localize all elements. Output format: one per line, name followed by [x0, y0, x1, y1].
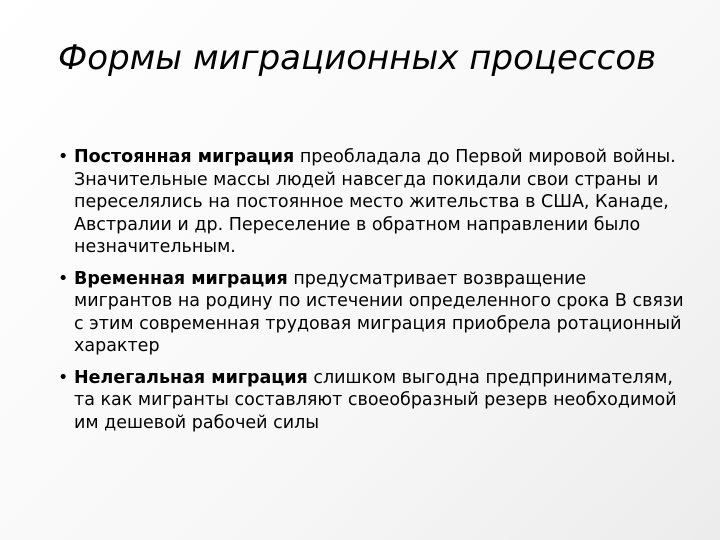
term-illegal-migration: Нелегальная миграция: [74, 367, 308, 388]
term-permanent-migration: Постоянная миграция: [74, 147, 295, 167]
bullet-list: [58, 146, 688, 443]
description-permanent-migration: преобладала до Первой мировой войны. Значительные массы людей навсегда покидали свои страны и переселялись на постоянное место жительства в США, Канаде, Австралии и др. Переселение в обратном направлении было незначительным.: [74, 147, 676, 257]
bullet-icon: •: [58, 147, 69, 167]
description-temporary-migration: предусматривает возвращение мигрантов на родину по истечении определенного срока В связи с этим современная трудовая миграция приобрела ротационный характер: [74, 268, 684, 356]
bullet-icon: •: [58, 268, 69, 289]
bullet-item-permanent-migration: [58, 146, 688, 259]
description-illegal-migration: слишком выгодна предпринимателям, та как мигранты составляют своеобразный резерв необходимой им дешевой рабочей силы: [74, 367, 677, 433]
slide-title: Формы миграционных процессов: [58, 38, 657, 78]
term-temporary-migration: Временная миграция: [74, 268, 288, 289]
bullet-item-temporary-migration: [58, 268, 688, 358]
bullet-item-illegal-migration: [58, 367, 688, 435]
bullet-icon: •: [58, 367, 69, 388]
